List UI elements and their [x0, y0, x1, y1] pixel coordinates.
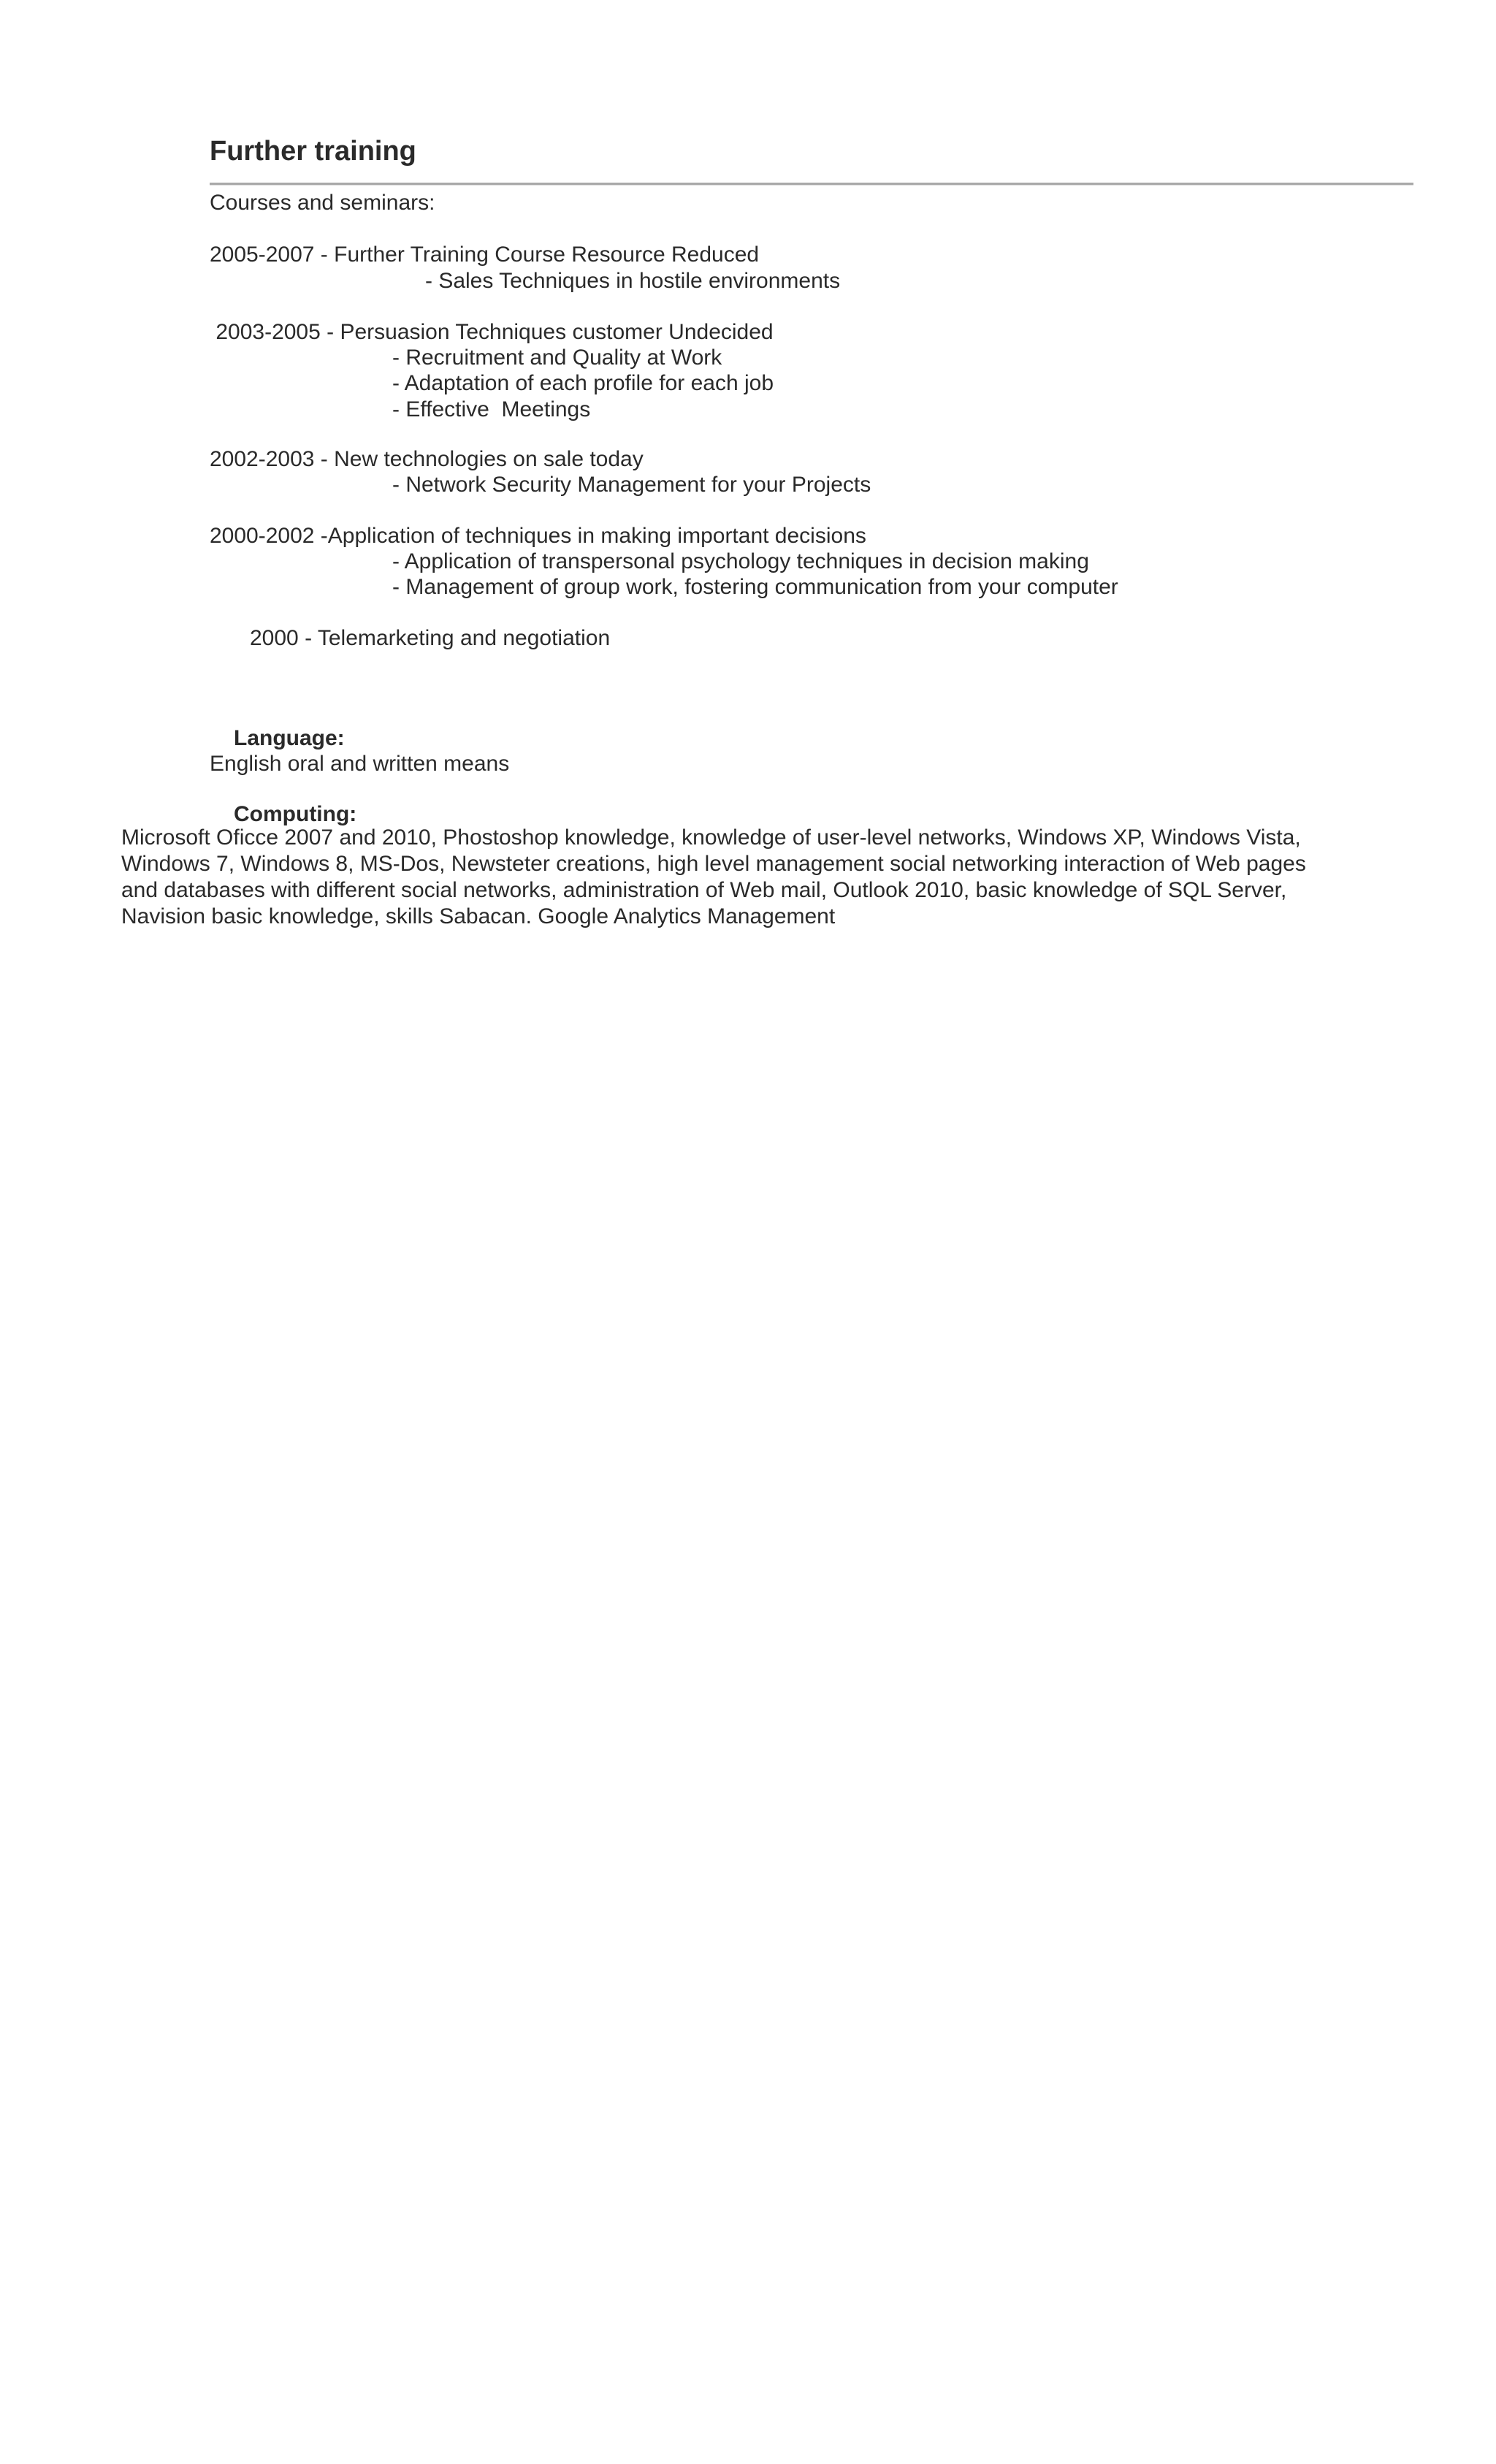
language-text: English oral and written means — [210, 752, 510, 776]
computing-line-2: Windows 7, Windows 8, MS-Dos, Newsteter creations, high level management social networking interaction of Web pages — [121, 852, 1306, 876]
course-sub-3-1: - Network Security Management for your Projects — [392, 473, 871, 497]
course-main-4: 2000-2002 -Application of techniques in making important decisions — [210, 524, 866, 548]
course-main-5: 2000 - Telemarketing and negotiation — [250, 626, 611, 650]
course-main-3: 2002-2003 - New technologies on sale today — [210, 447, 644, 471]
course-main-2: 2003-2005 - Persuasion Techniques customer Undecided — [210, 320, 774, 344]
courses-intro: Courses and seminars: — [210, 191, 435, 215]
computing-line-3: and databases with different social networks, administration of Web mail, Outlook 2010, basic knowledge of SQL Server, — [121, 878, 1287, 902]
course-sub-1-1: - Sales Techniques in hostile environments — [425, 269, 841, 293]
course-sub-2-2: - Adaptation of each profile for each job — [392, 371, 774, 395]
computing-heading: Computing: — [234, 802, 357, 826]
section-title: Further training — [210, 136, 416, 167]
computing-paragraph — [121, 825, 1363, 930]
course-main-1: 2005-2007 - Further Training Course Resource Reduced — [210, 243, 760, 267]
course-sub-2-1: - Recruitment and Quality at Work — [392, 346, 722, 370]
section-divider — [210, 183, 1413, 186]
computing-line-4: Navision basic knowledge, skills Sabacan. Google Analytics Management — [121, 904, 836, 928]
computing-line-1: Microsoft Oficce 2007 and 2010, Phostoshop knowledge, knowledge of user-level networks, Windows XP, Windows Vista, — [121, 825, 1301, 850]
language-heading: Language: — [234, 726, 345, 750]
course-sub-2-3: - Effective Meetings — [392, 397, 591, 422]
course-sub-4-1: - Application of transpersonal psychology techniques in decision making — [392, 549, 1089, 573]
course-sub-4-2: - Management of group work, fostering communication from your computer — [392, 575, 1118, 599]
